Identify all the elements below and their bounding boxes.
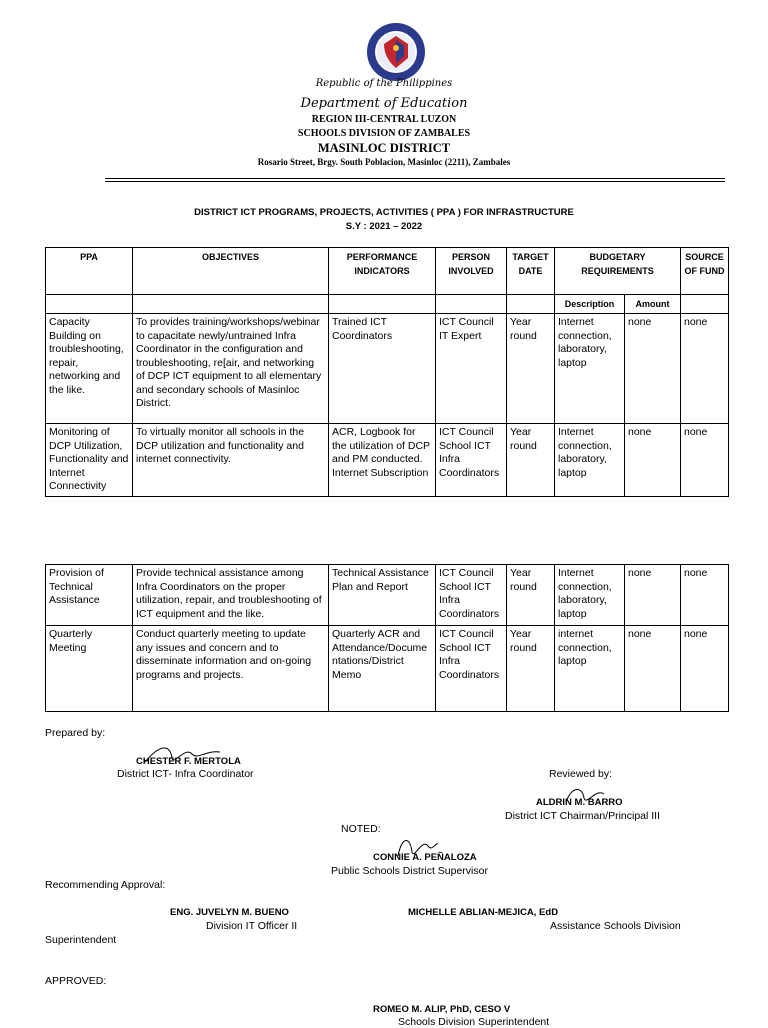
rec1-title: Division IT Officer II xyxy=(206,920,298,932)
header-description: Description xyxy=(555,295,625,314)
header-target: TARGET DATE xyxy=(507,248,555,295)
table-row: Quarterly Meeting Conduct quarterly meeting to update any issues and concern and to disseminate information and on-going programs and projects. Quarterly ACR and Attendance/Documentations/District Memo ICT Council School ICT Infra Coordinators Year round internet connection, laptop none none xyxy=(46,626,729,712)
approved-name: ROMEO M. ALIP, PhD, CESO V xyxy=(373,1004,511,1015)
header-objectives: OBJECTIVES xyxy=(133,248,329,295)
header-person: PERSON INVOLVED xyxy=(436,248,507,295)
document-title: DISTRICT ICT PROGRAMS, PROJECTS, ACTIVITIES ( PPA ) FOR INFRASTRUCTURE xyxy=(194,207,574,218)
prepared-by-label: Prepared by: xyxy=(45,727,106,739)
recommending-label: Recommending Approval: xyxy=(45,879,166,891)
republic-line: Republic of the Philippines xyxy=(315,78,453,89)
table-row: Capacity Building on troubleshooting, repair, networking and the like. To provides training/workshops/webinar to capacitate newly/untrained Infra Coordinator in the configuration and troubleshooting, re[air, and networking of DCP ICT equipment to all elementary and secondary schools of Masinloc District. Trained ICT Coordinators ICT Council IT Expert Year round Internet connection, laboratory, laptop none none xyxy=(46,314,729,424)
approved-label: APPROVED: xyxy=(45,975,107,987)
table-row: Provision of Technical Assistance Provide technical assistance among Infra Coordinators on the proper utilization, repair, and troubleshooting of ICT equipment and the like. Technical Assistance Plan and Report ICT Council School ICT Infra Coordinators Year round Internet connection, laboratory, laptop none none xyxy=(46,565,729,626)
table-row: Monitoring of DCP Utilization, Functionality and Internet Connectivity To virtually monitor all schools in the DCP utilization and functionality and internet connectivity. ACR, Logbook for the utilization of DCP and PM conducted. Internet Subscription ICT Council School ICT Infra Coordinators Year round Internet connection, laboratory, laptop none none xyxy=(46,424,729,497)
address-line: Rosario Street, Brgy. South Poblacion, Masinloc (2211), Zambales xyxy=(257,157,511,167)
rec2-title: Assistance Schools Division xyxy=(550,920,681,932)
header-divider-thin xyxy=(105,181,725,182)
rec2-name: MICHELLE ABLIAN-MEJICA, EdD xyxy=(408,907,559,918)
header-performance: PERFORMANCE INDICATORS xyxy=(329,248,436,295)
header-amount: Amount xyxy=(625,295,681,314)
deped-seal-logo xyxy=(366,22,426,82)
ppa-table-bottom xyxy=(45,564,729,712)
department-line: Department of Education xyxy=(300,96,468,111)
division-line: SCHOOLS DIVISION OF ZAMBALES xyxy=(297,128,471,139)
rec2-title-cont: Superintendent xyxy=(45,934,117,946)
prepared-name: CHESTER F. MERTOLA xyxy=(136,756,241,767)
noted-name: CONNIE A. PEÑALOZA xyxy=(373,852,477,863)
district-line: MASINLOC DISTRICT xyxy=(317,141,451,155)
reviewed-by-label: Reviewed by: xyxy=(549,768,613,780)
reviewed-name: ALDRIN M. BARRO xyxy=(536,797,623,808)
reviewed-title: District ICT Chairman/Principal III xyxy=(505,810,661,822)
rec1-name: ENG. JUVELYN M. BUENO xyxy=(170,907,289,918)
school-year: S.Y : 2021 – 2022 xyxy=(345,221,423,232)
ppa-table-top xyxy=(45,247,729,497)
prepared-title: District ICT- Infra Coordinator xyxy=(117,768,254,780)
region-line: REGION III-CENTRAL LUZON xyxy=(311,114,457,125)
noted-title: Public Schools District Supervisor xyxy=(331,865,488,877)
header-divider xyxy=(105,178,725,179)
header-ppa: PPA xyxy=(46,248,133,295)
noted-label: NOTED: xyxy=(341,823,381,835)
header-budgetary: BUDGETARY REQUIREMENTS xyxy=(555,248,681,295)
header-source: SOURCE OF FUND xyxy=(681,248,729,295)
approved-title: Schools Division Superintendent xyxy=(398,1016,550,1028)
